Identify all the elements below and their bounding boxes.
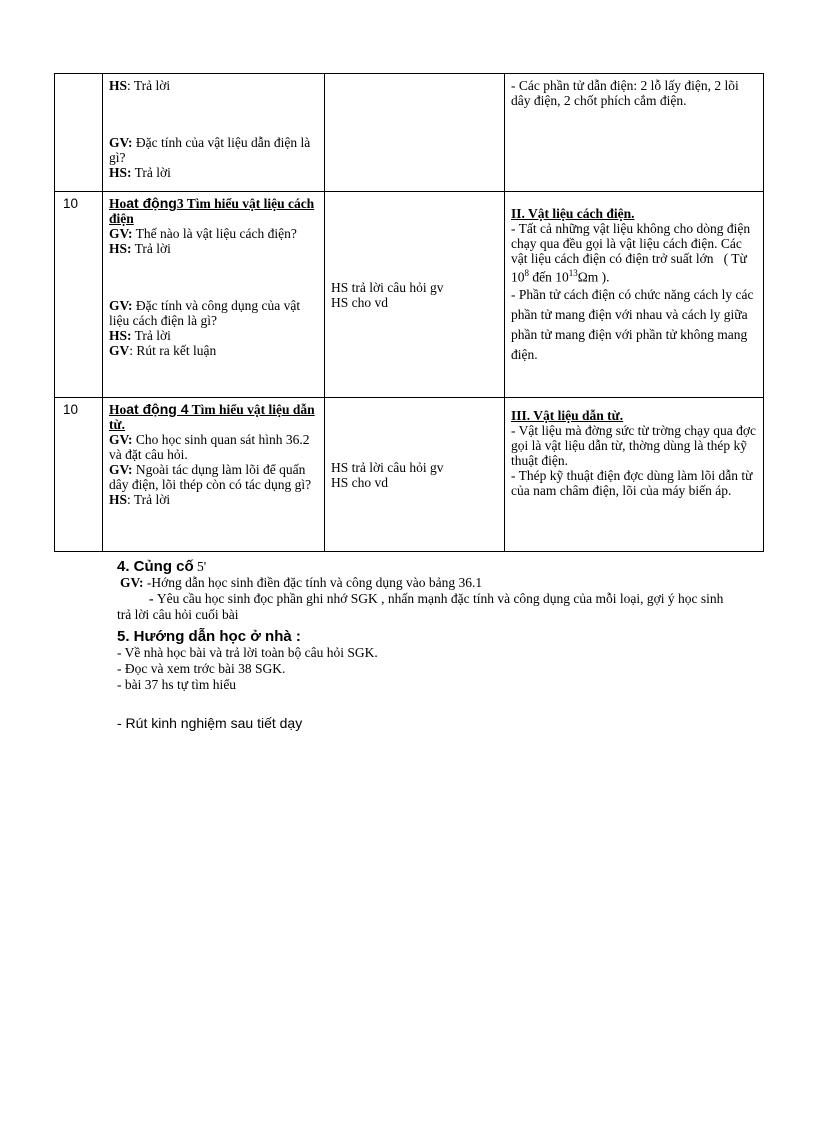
lesson-table (54, 73, 764, 552)
content-text: - Tất cả những vật liệu không cho dòng điện chạy qua đều gọi là vật liệu cách điện. Các vật liệu cách điện có điện trở suất lớn ( Từ $10^8$ đến $10^{13}\Omega m$ ). (511, 221, 751, 285)
reflection-line: - Rút kinh nghiệm sau tiết dạy (117, 715, 303, 731)
table-row (55, 192, 764, 398)
homework-item: - Đọc và xem trớc bài 38 SGK. (117, 661, 286, 676)
homework-heading: 5. Hướng dẫn học ở nhà : (117, 628, 301, 645)
gv-label: GV: (109, 462, 133, 477)
gv-text: Cho học sinh quan sát hình 36.2 và đặt câu hỏi. (109, 432, 310, 462)
hs-label: HS: (109, 328, 132, 343)
student-cell (325, 192, 505, 398)
consolidation-line: - Yêu cầu học sinh đọc phần ghi nhớ SGK , nhấn mạnh đặc tính và công dụng của mỗi loại, gợi ý học sinh trả lời câu hỏi cuối bài (117, 591, 724, 622)
student-cell (325, 74, 505, 192)
student-response: HS trả lời câu hỏi gv (331, 459, 444, 475)
student-example: HS cho vd (331, 474, 388, 490)
content-cell (505, 398, 764, 552)
hs-label: HS: (109, 165, 132, 180)
gv-label: GV: (109, 135, 133, 150)
gv-label: GV (109, 343, 130, 358)
activity-cell (103, 192, 325, 398)
homework-item: - bài 37 hs tự tìm hiểu (117, 677, 237, 692)
hs-text: : Trả lời (127, 78, 171, 93)
time-cell: 10 (55, 192, 103, 398)
student-cell (325, 398, 505, 552)
hs-label: HS (109, 78, 128, 93)
after-table-section (117, 559, 737, 731)
gv-text: : Rút ra kết luận (129, 343, 217, 358)
content-text: - Vật liệu mà đờng sức từ trờng chạy qua đợc gọi là vật liệu dẫn từ, thờng dùng là thép kỹ thuật điện. (511, 423, 756, 468)
hs-label: HS: (109, 241, 132, 256)
hs-text: Trả lời (131, 328, 171, 343)
student-response: HS trả lời câu hỏi gv (331, 279, 444, 295)
content-text: - Phần tử cách điện có chức năng cách ly các phần tử mang điện với nhau và cách ly giữa phần tử mang điện với phần tử không mang điện. (511, 286, 754, 362)
gv-text: Đặc tính và công dụng của vật liệu cách điện là gì? (109, 298, 301, 328)
table-row (55, 74, 764, 192)
content-text: - Thép kỹ thuật điện đợc dùng làm lõi dẫn từ của nam châm điện, lõi của máy biến áp. (511, 468, 753, 498)
content-cell (505, 192, 764, 398)
consolidation-line: GV: -Hớng dẫn học sinh điền đặc tính và công dụng vào bảng 36.1 (120, 575, 483, 590)
gv-label: GV: (109, 226, 133, 241)
activity-cell (103, 398, 325, 552)
activity-heading: Hoat động3 Tìm hiểu vật liệu cách điện (109, 195, 315, 226)
gv-text: Ngoài tác dụng làm lõi để quấn dây điện, lõi thép còn có tác dụng gì? (109, 462, 312, 492)
content-text: - Các phần tử dẫn điện: 2 lỗ lấy điện, 2 lõi dây điện, 2 chốt phích cắm điện. (511, 78, 739, 108)
content-cell (505, 74, 764, 192)
activity-heading: Hoat động 4 Tìm hiểu vật liệu dẫn từ. (109, 401, 315, 432)
homework-item: - Về nhà học bài và trả lời toàn bộ câu hỏi SGK. (117, 645, 378, 660)
section-title: II. Vật liệu cách điện. (511, 206, 635, 221)
gv-text: Thế nào là vật liệu cách điện? (132, 226, 297, 241)
consolidation-time: 5' (197, 559, 207, 574)
hs-label: HS (109, 492, 128, 507)
gv-label: GV: (109, 432, 133, 447)
activity-cell (103, 74, 325, 192)
table-row (55, 398, 764, 552)
student-example: HS cho vd (331, 294, 388, 310)
hs-text: Trả lời (131, 241, 171, 256)
section-title: III. Vật liệu dẫn từ. (511, 408, 624, 423)
time-cell: 10 (55, 398, 103, 552)
consolidation-heading: 4. Củng cố 5' (117, 558, 207, 575)
gv-text: Đặc tính của vật liệu dẫn điện là gì? (109, 135, 311, 165)
hs-text: : Trả lời (127, 492, 171, 507)
time-cell (55, 74, 103, 192)
gv-label: GV: (109, 298, 133, 313)
hs-text: Trả lời (131, 165, 171, 180)
